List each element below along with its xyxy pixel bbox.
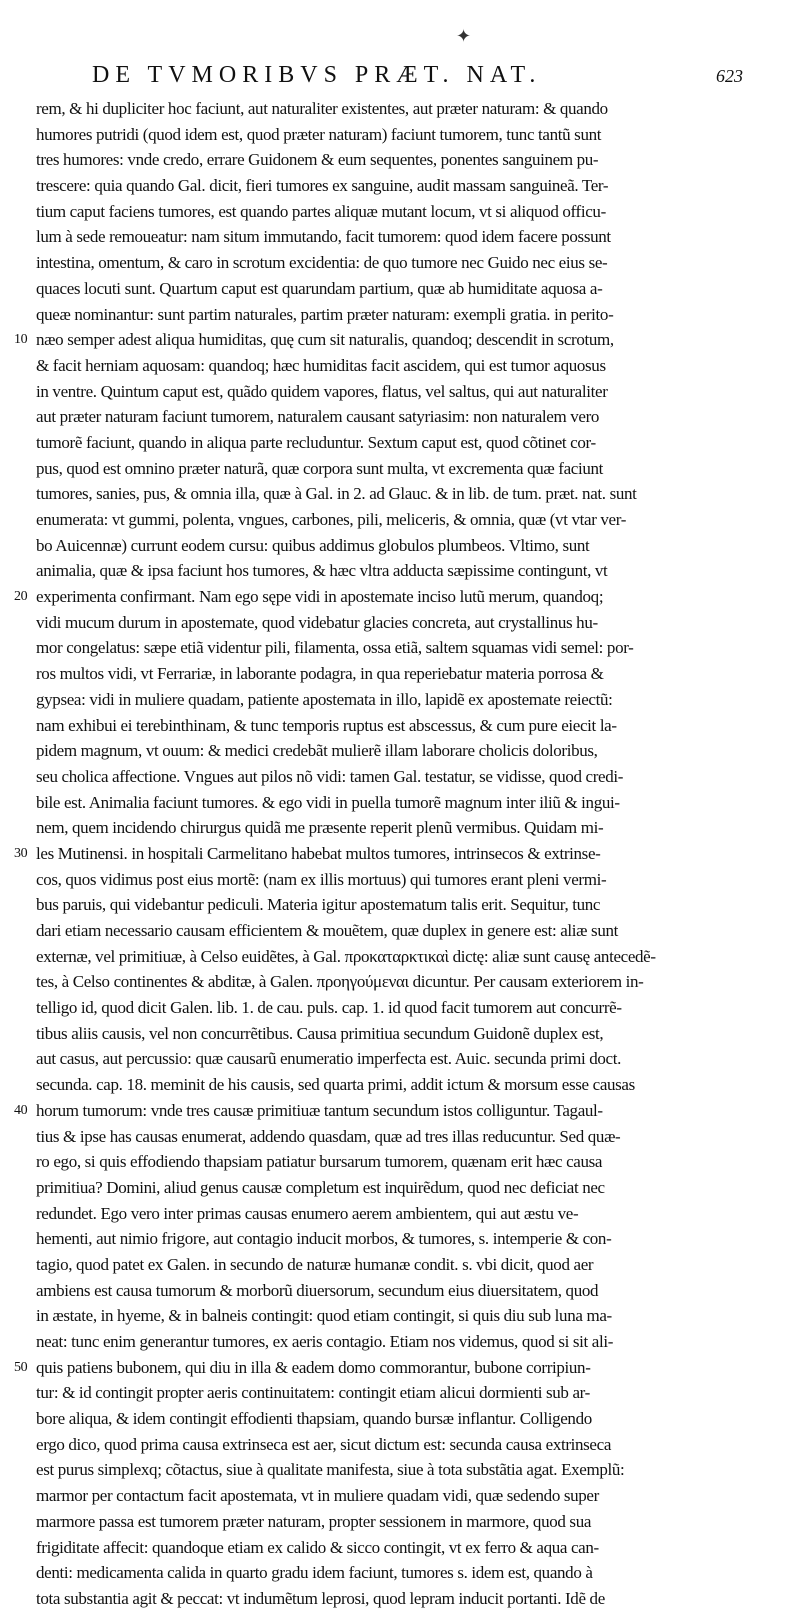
text-line <box>14 96 708 122</box>
line-text: animalia, quæ & ipsa faciunt hos tumores, & hæc vltra adducta sæpissime contingunt, vt <box>36 561 608 581</box>
text-line <box>14 1201 708 1227</box>
text-line <box>14 918 708 944</box>
text-line <box>14 1303 708 1329</box>
line-text: quaces locuti sunt. Quartum caput est quarundam partium, quæ ab humiditate aquosa a- <box>36 278 603 298</box>
line-text: ro ego, si quis effodiendo thapsiam patiatur bursarum tumorem, quænam erit hæc causa <box>36 1152 603 1172</box>
line-text: tes, à Celso continentes & abditæ, à Galen. προηγούμεναι dicuntur. Per causam exteriorem in- <box>36 972 644 992</box>
line-text: nam exhibui ei terebinthinam, & tunc temporis ruptus est abscessus, & cum pure eiecit la- <box>36 715 617 735</box>
text-line <box>14 1457 708 1483</box>
line-text: est purus simplexq; cõtactus, siue à qualitate manifesta, siue à tota substãtia agat. Exemplũ: <box>36 1460 625 1480</box>
text-line <box>14 353 708 379</box>
line-text: denti: medicamenta calida in quarto gradu idem faciunt, tumores s. idem est, quando à <box>36 1563 593 1583</box>
line-text: rem, & hi dupliciter hoc faciunt, aut naturaliter existentes, aut præter naturam: & quando <box>36 99 608 118</box>
page-number: 623 <box>716 66 743 86</box>
text-line <box>14 841 708 867</box>
line-text: tres humores: vnde credo, errare Guidonem & eum sequentes, ponentes sanguinem pu- <box>36 150 599 170</box>
line-text: primitiua? Domini, aliud genus causæ completum est inquirẽdum, quod nec deficiat nec <box>36 1177 605 1197</box>
line-text: experimenta confirmant. Nam ego sępe vidi in apostemate inciso lutũ merum, quandoq; <box>36 587 604 607</box>
text-line <box>14 1021 708 1047</box>
line-text: hementi, aut nimio frigore, aut contagio inducit morbos, & tumores, s. intemperie & con- <box>36 1229 612 1249</box>
text-line <box>14 1098 708 1124</box>
text-line <box>14 430 708 456</box>
text-line <box>14 995 708 1021</box>
text-line <box>14 122 708 148</box>
line-text: næo semper adest aliqua humiditas, quę cum sit naturalis, quandoq; descendit in scrotum, <box>36 330 614 350</box>
line-text: ergo dico, quod prima causa extrinseca est aer, sicut dictum est: secunda causa extrinseca <box>36 1434 612 1454</box>
text-line <box>14 558 708 584</box>
text-line <box>14 481 708 507</box>
text-line <box>14 1329 708 1355</box>
line-text: tagio, quod patet ex Galen. in secundo de naturæ humanæ condit. s. vbi dicit, quod aer <box>36 1254 594 1274</box>
text-line <box>14 1509 708 1535</box>
line-text: bus paruis, qui videbantur pediculi. Materia igitur apostematum talis erit. Sequitur, tunc <box>36 895 601 915</box>
line-text: humores putridi (quod idem est, quod præter naturam) faciunt tumorem, tunc tantũ sunt <box>36 124 602 144</box>
text-line <box>14 867 708 893</box>
text-line <box>14 764 708 790</box>
line-text: in ventre. Quintum caput est, quãdo quidem vapores, flatus, vel saltus, qui aut naturaliter <box>36 381 608 401</box>
line-text: trescere: quia quando Gal. dicit, fieri tumores ex sanguine, audit massam sanguineã. Ter- <box>36 176 609 196</box>
text-line <box>14 610 708 636</box>
line-number: 40 <box>14 1102 28 1118</box>
line-text: cos, quos vidimus post eius mortẽ: (nam ex illis mortuus) qui tumores erant pleni vermi- <box>36 869 607 889</box>
line-text: ambiens est causa tumorum & morborũ diuersorum, secundum eius diuersitatem, quod <box>36 1280 599 1300</box>
line-text: bile est. Animalia faciunt tumores. & ego vidi in puella tumorẽ magnum inter iliũ & ingui- <box>36 792 620 812</box>
line-text: secunda. cap. 18. meminit de his causis, sed quarta primi, addit ictum & morsum esse causas <box>36 1075 635 1095</box>
text-line <box>14 250 708 276</box>
line-text: tumores, sanies, pus, & omnia illa, quæ à Gal. in 2. ad Glauc. & in lib. de tum. præt. nat. sunt <box>36 484 637 504</box>
text-line <box>14 199 708 225</box>
text-line <box>14 1560 708 1586</box>
text-line <box>14 687 708 713</box>
text-line <box>14 713 708 739</box>
text-line <box>14 1432 708 1458</box>
line-text: pidem magnum, vt ouum: & medici credebãt mulierẽ illam laborare cholicis doloribus, <box>36 741 598 761</box>
line-text: bore aliqua, & idem contingit effodienti thapsiam, quando bursæ inflantur. Colligendo <box>36 1409 592 1429</box>
line-number: 30 <box>14 845 28 861</box>
text-line <box>14 1046 708 1072</box>
text-line <box>14 1406 708 1432</box>
text-line <box>14 1483 708 1509</box>
text-line <box>14 1355 708 1381</box>
line-text: pus, quod est omnino præter naturã, quæ corpora sunt multa, vt excrementa quæ faciunt <box>36 458 604 478</box>
line-text: dari etiam necessario causam efficientem & mouẽtem, quæ duplex in genere est: aliæ sunt <box>36 921 618 940</box>
line-text: frigiditate affecit: quandoque etiam ex calido & sicco contingit, vt ex ferro & aqua can- <box>36 1537 599 1557</box>
text-line <box>14 892 708 918</box>
line-text: aut casus, aut percussio: quæ causarũ enumeratio imperfecta est. Auic. secunda primi doct. <box>36 1049 622 1069</box>
text-line <box>14 276 708 302</box>
line-text: externæ, vel primitiuæ, à Celso euidẽtes, à Gal. προκαταρκτικαὶ dictę: aliæ sunt causę antecedẽ- <box>36 946 656 966</box>
line-text: telligo id, quod dicit Galen. lib. 1. de cau. puls. cap. 1. id quod facit tumorem aut concurrẽ- <box>36 998 622 1018</box>
line-text: horum tumorum: vnde tres causæ primitiuæ tantum secundum istos colliguntur. Tagaul- <box>36 1100 603 1120</box>
text-line <box>14 944 708 970</box>
text-line <box>14 1175 708 1201</box>
text-line <box>14 1252 708 1278</box>
text-line <box>14 327 708 353</box>
line-text: aut præter naturam faciunt tumorem, naturalem causant satyriasim: non naturalem vero <box>36 407 600 427</box>
line-text: intestina, omentum, & caro in scrotum excidentia: de quo tumore nec Guido nec eius se- <box>36 253 608 273</box>
text-line <box>14 584 708 610</box>
line-text: redundet. Ego vero inter primas causas enumero aerem ambientem, qui aut æstu ve- <box>36 1203 579 1223</box>
line-text: les Mutinensi. in hospitali Carmelitano habebat multos tumores, intrinsecos & extrinse- <box>36 843 601 863</box>
text-line <box>14 1149 708 1175</box>
text-line <box>14 507 708 533</box>
line-number: 50 <box>14 1359 28 1375</box>
text-line <box>14 1072 708 1098</box>
text-line <box>14 1586 708 1612</box>
line-text: & facit herniam aquosam: quandoq; hæc humiditas facit ascidem, qui est tumor aquosus <box>36 355 606 375</box>
line-text: neat: tunc enim generantur tumores, ex aeris contagio. Etiam nos videmus, quod si sit ali- <box>36 1332 614 1351</box>
line-text: tumorẽ faciunt, quando in aliqua parte recluduntur. Sextum caput est, quod cõtinet cor- <box>36 432 596 452</box>
text-line <box>14 738 708 764</box>
text-line <box>14 635 708 661</box>
text-line <box>14 302 708 328</box>
text-line <box>14 379 708 405</box>
line-text: bo Auicennæ) currunt eodem cursu: quibus addimus globulos plumbeos. Vltimo, sunt <box>36 535 590 555</box>
text-line <box>14 969 708 995</box>
text-line <box>14 1535 708 1561</box>
line-text: tibus aliis causis, vel non concurrẽtibus. Causa primitiua secundum Guidonẽ duplex est, <box>36 1023 604 1043</box>
text-line <box>14 1380 708 1406</box>
line-text: queæ nominantur: sunt partim naturales, partim præter naturam: exempli gratia. in perito- <box>36 304 614 324</box>
line-text: quis patiens bubonem, qui diu in illa & eadem domo commorantur, bubone corripiun- <box>36 1357 591 1377</box>
line-text: tius & ipse has causas enumerat, addendo quasdam, quæ ad tres illas reducuntur. Sed quæ- <box>36 1126 621 1146</box>
text-line <box>14 661 708 687</box>
text-line <box>14 224 708 250</box>
line-text: marmore passa est tumorem præter naturam, propter sessionem in marmore, quod sua <box>36 1511 592 1531</box>
line-text: marmor per contactum facit apostemata, vt in muliere quadam vidi, quæ sedendo super <box>36 1486 599 1506</box>
line-text: lum à sede remoueatur: nam situm immutando, facit tumorem: quod idem facere possunt <box>36 227 611 247</box>
line-number: 20 <box>14 589 28 605</box>
text-line <box>14 404 708 430</box>
line-text: ros multos vidi, vt Ferrariæ, in laborante podagra, in qua reperiebatur materia porrosa & <box>36 664 604 684</box>
text-line <box>14 147 708 173</box>
text-line <box>14 533 708 559</box>
line-text: gypsea: vidi in muliere quadam, patiente apostemata in illo, lapidẽ ex apostemate reiectũ: <box>36 689 613 709</box>
line-text: vidi mucum durum in apostemate, quod videbatur glacies concreta, aut crystallinus hu- <box>36 612 598 632</box>
line-text: mor congelatus: sæpe etiã videntur pili, filamenta, ossa etiã, saltem squamas vidi semel: por- <box>36 638 634 658</box>
text-line <box>14 1278 708 1304</box>
line-text: enumerata: vt gummi, polenta, vngues, carbones, pili, meliceris, & omnia, quæ (vt vtar ver- <box>36 510 627 529</box>
text-line <box>14 790 708 816</box>
text-line <box>14 1124 708 1150</box>
text-line <box>14 456 708 482</box>
line-text: tur: & id contingit propter aeris continuitatem: contingit etiam alicui dormienti sub ar- <box>36 1383 590 1403</box>
text-line <box>14 173 708 199</box>
text-column <box>14 96 708 1612</box>
line-number: 10 <box>14 332 28 348</box>
line-text: nem, quem incidendo chirurgus quidã me præsente reperit plenũ vermibus. Quidam mi- <box>36 818 604 838</box>
line-text: seu cholica affectione. Vngues aut pilos nõ vidi: tamen Gal. testatur, se vidisse, quod credi- <box>36 766 624 786</box>
text-line <box>14 815 708 841</box>
line-text: tota substantia agit & peccat: vt indumẽtum leprosi, quod lepram inducit portanti. Idẽ de <box>36 1588 605 1608</box>
line-text: in æstate, in hyeme, & in balneis contingit: quod etiam contingit, si quis diu sub luna ma- <box>36 1306 612 1326</box>
running-title: DE TVMORIBVS PRÆT. NAT. <box>92 62 542 88</box>
ornament-mark: ✦ <box>456 26 472 47</box>
text-line <box>14 1226 708 1252</box>
line-text: tium caput faciens tumores, est quando partes aliquæ mutant locum, vt si aliquod officu- <box>36 201 606 221</box>
